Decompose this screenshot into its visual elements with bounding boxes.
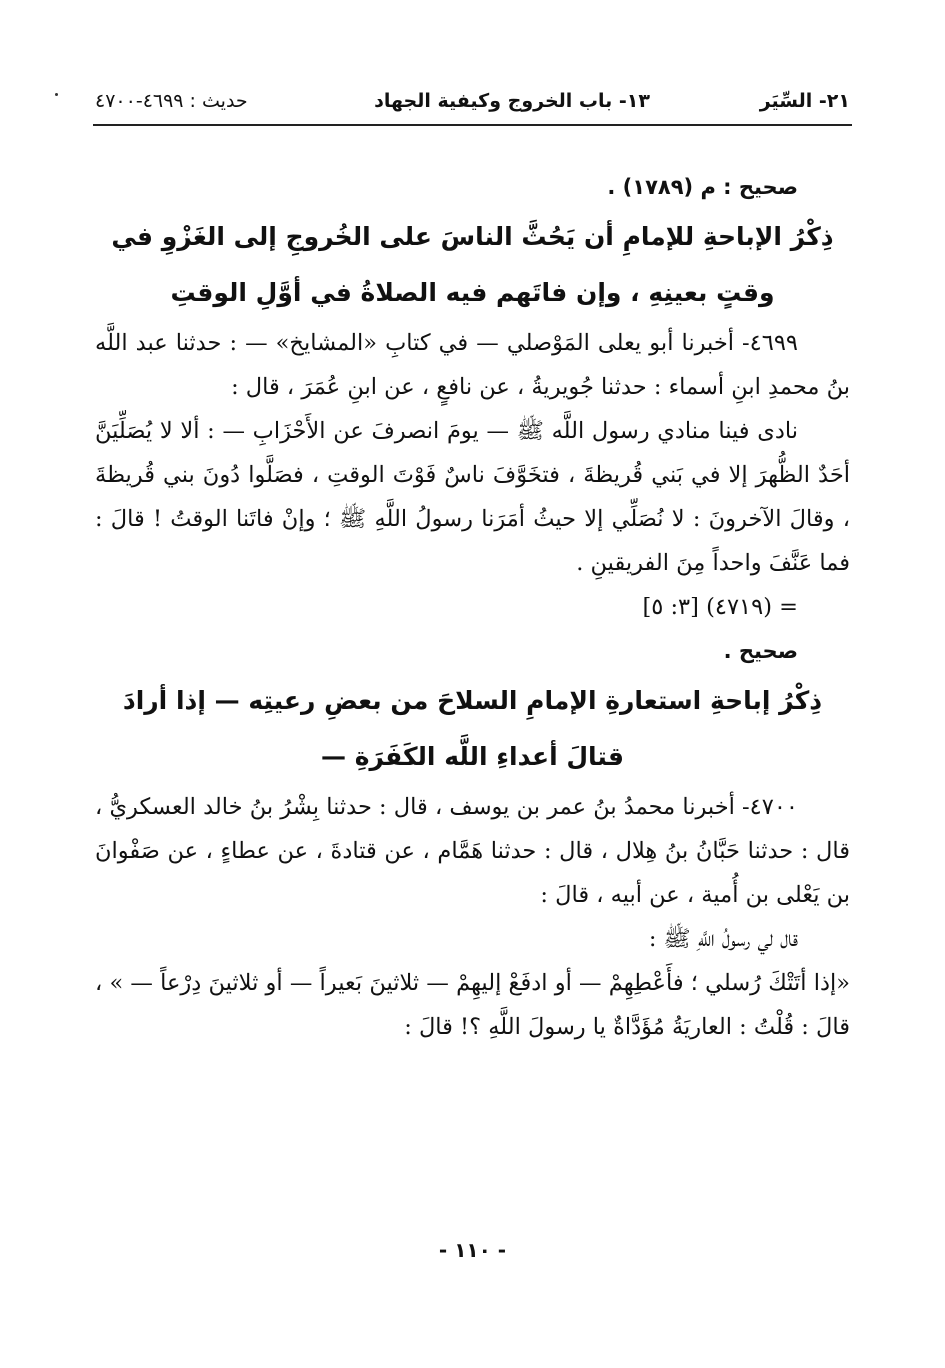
page-number: - ١١٠ - <box>438 1238 507 1262</box>
hadith-range: حديث : ٤٦٩٩-٤٧٠٠ <box>95 90 248 112</box>
grade-line: صحيح . <box>723 639 798 663</box>
scan-speck <box>55 93 58 96</box>
running-header <box>95 86 850 120</box>
cross-reference: = (٤٧١٩) [٣: ٥] <box>642 594 798 620</box>
book-section-label: ٢١- السِّيَر <box>759 90 850 112</box>
page-body <box>95 165 850 1049</box>
hadith-text: «إذا أتَتْكَ رُسلي ؛ فأَعْطِهِمْ — أو ادفَعْ إليهِمْ — ثلاثينَ بَعيراً — أو ثلاثينَ دِرْعاً — » ، قالَ : قُلْتُ : العاريَةُ مُؤَدَّاةٌ يا رسولَ اللَّهِ ؟! قالَ : <box>95 970 850 1040</box>
chapter-title: ١٣- باب الخروج وكيفية الجهاد <box>374 90 650 112</box>
hadith-chain: ٤٦٩٩- أخبرنا أبو يعلى المَوْصلي — في كتابِ «المشايخ» — : حدثنا عبد اللَّه بنُ محمدِ ابنِ أسماء : حدثنا جُويريةُ ، عن نافعٍ ، عن ابنِ عُمَرَ ، قال : <box>95 330 850 400</box>
hadith-intro: قال لي رسولُ اللَّهِ ﷺ : <box>648 926 798 952</box>
section-title: ذِكْرُ الإباحةِ للإمامِ أن يَحُثَّ الناسَ على الخُروجِ إلى الغَزْوِ في وقتٍ بعينِهِ ، وإن فاتَهم فيه الصلاةُ في أوَّلِ الوقتِ <box>111 222 834 307</box>
header-rule <box>93 124 852 126</box>
grade-line: صحيح : م (١٧٨٩) . <box>607 175 798 199</box>
hadith-chain: ٤٧٠٠- أخبرنا محمدُ بنُ عمر بن يوسف ، قال : حدثنا بِشْرُ بنُ خالد العسكريُّ ، قال : حدثنا حَبَّانُ بنُ هِلال ، قال : حدثنا هَمَّام ، عن قتادةَ ، عن عطاءٍ ، عن صَفْوانَ بن يَعْلى بن أُمية ، عن أبيه ، قالَ : <box>95 794 850 908</box>
hadith-text: نادى فينا منادي رسول اللَّه ﷺ — يومَ انصرفَ عن الأَحْزَابِ — : ألا لا يُصَلِّيَنَّ أحَدٌ الظُّهرَ إلا في بَني قُريظةَ ، فتخَوَّفَ ناسٌ فَوْتَ الوقتِ ، فصَلَّوا دُونَ بني قُريظةَ ، وقالَ الآخرونَ : لا نُصَلِّي إلا حيثُ أمَرَنا رسولُ اللَّهِ ﷺ ؛ وإنْ فاتَنا الوقتُ ! قالَ : فما عَنَّفَ واحداً مِنَ الفريقينِ . <box>95 418 850 576</box>
section-title: ذِكْرُ إباحةِ استعارةِ الإمامِ السلاحَ من بعضِ رعيتِه — إذا أرادَ قتالَ أعداءِ اللَّه الكَفَرَةِ — <box>122 686 823 771</box>
